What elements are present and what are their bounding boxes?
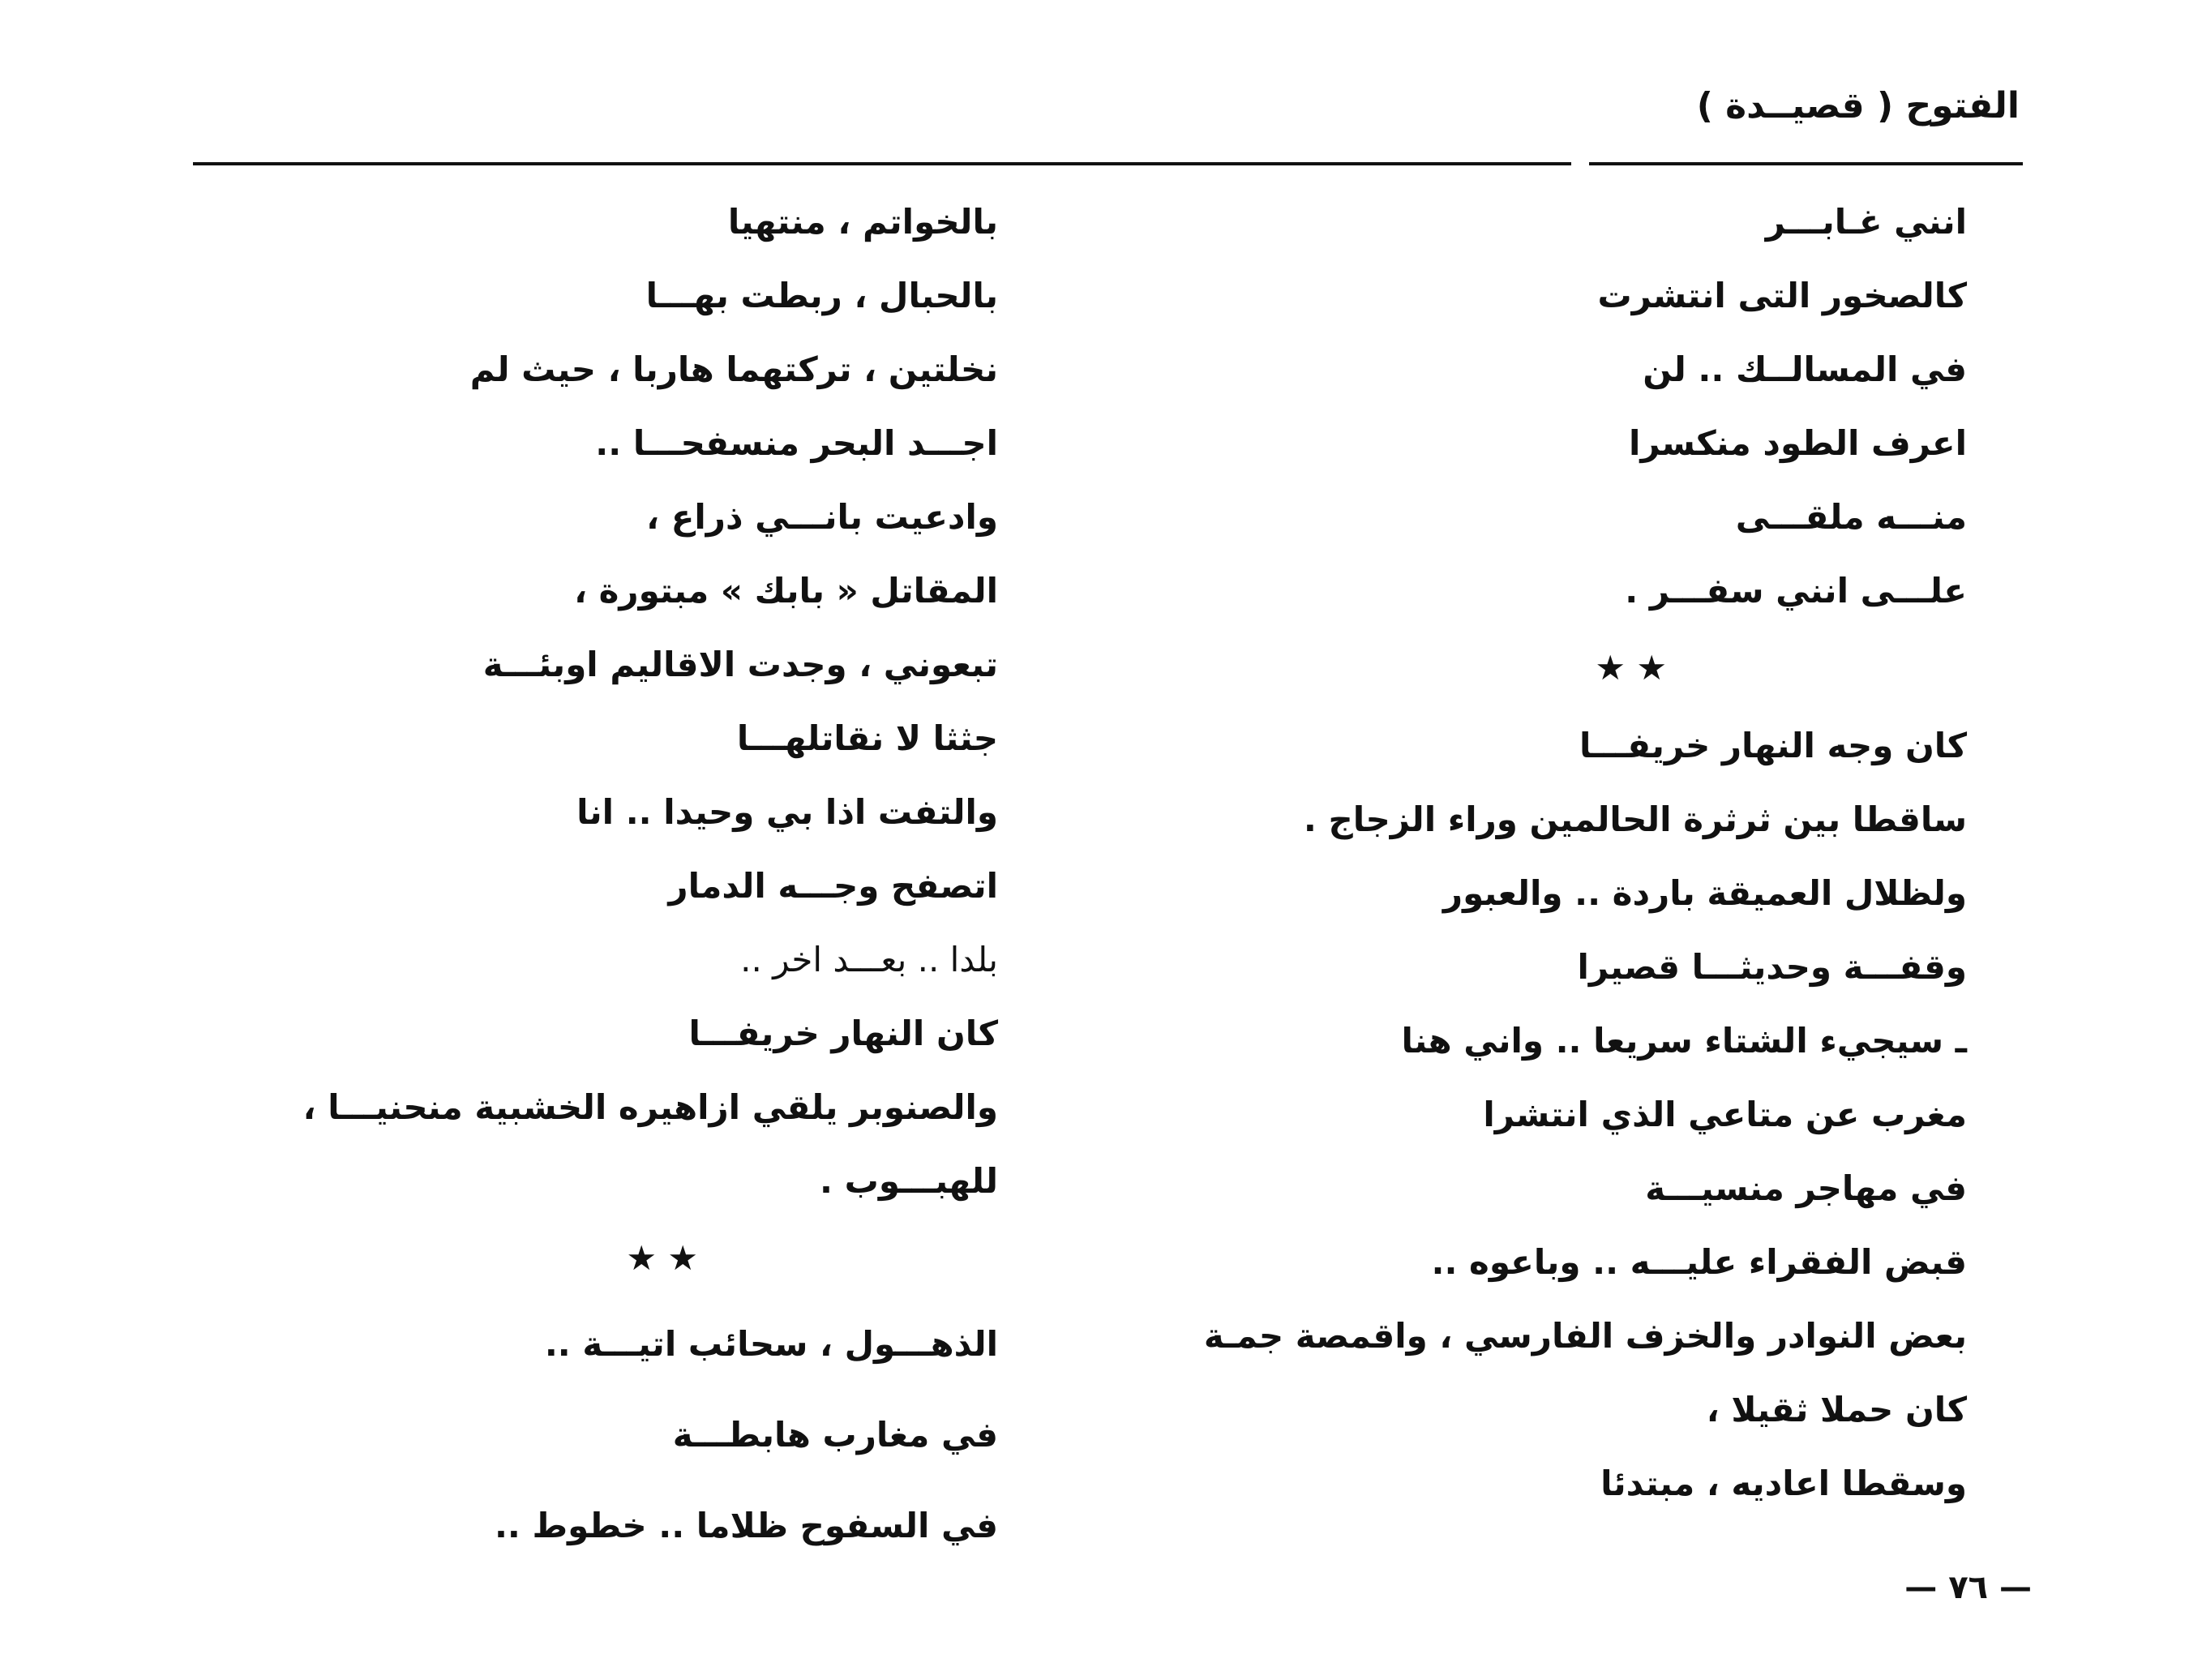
verse-line: قبض الفقراء عليـــه .. وباعوه .. (1431, 1242, 1967, 1282)
section-divider-stars: ★ ★ (626, 1238, 698, 1278)
verse-line: كان وجه النهار خريفـــا (1579, 726, 1967, 765)
header-rule-right (1589, 162, 2023, 165)
verse-line: تبعوني ، وجدت الاقاليم اوبئـــة (482, 645, 998, 684)
verse-line: بعض النوادر والخزف الفارسي ، واقمصة جمـة (1203, 1316, 1967, 1356)
verse-line: اعرف الطود منكسرا (1628, 423, 1967, 463)
section-divider-stars: ★ ★ (1595, 648, 1667, 688)
verse-line: والصنوبر يلقي ازاهيره الخشبية منحنيـــا ، (302, 1087, 998, 1127)
verse-line: وسقطا اعاديه ، مبتدئا (1600, 1464, 1967, 1503)
verse-line: في مغارب هابطـــة (672, 1415, 998, 1455)
verse-line: ساقطا بين ثرثرة الحالمين وراء الزجاج . (1303, 799, 1967, 839)
verse-line: جثثا لا نقاتلهـــا (736, 718, 998, 758)
verse-line: انني غـابـــر (1765, 202, 1967, 242)
verse-line: بالحبال ، ربطت بهـــا (645, 276, 998, 315)
verse-line: للهبـــوب . (820, 1161, 998, 1201)
page-number: — ٧٦ — (1904, 1569, 2032, 1606)
verse-line: الذهـــول ، سحائب اتيـــة .. (544, 1324, 998, 1364)
verse-line: مغرب عن متاعي الذي انتشرا (1483, 1095, 1967, 1134)
verse-line: اتصفح وجـــه الدمار (668, 866, 998, 906)
verse-line: منـــه ملقـــى (1735, 497, 1967, 537)
verse-line: بالخواتم ، منتهيا (727, 202, 998, 242)
verse-line: وقفـــة وحديثـــا قصيرا (1577, 947, 1967, 987)
verse-line: ـ سيجيء الشتاء سريعا .. واني هنا (1401, 1021, 1967, 1061)
verse-line: وادعيت بانـــي ذراع ، (646, 497, 998, 537)
verse-line: المقاتل « بابك » مبتورة ، (574, 571, 998, 611)
poem-column-left (106, 185, 998, 1571)
running-title: الفتوح ( قصيــدة ) (1696, 85, 2020, 126)
verse-line: في المسالــك .. لن (1643, 349, 1967, 389)
verse-line: كان النهار خريفـــا (688, 1014, 998, 1053)
verse-line: في السفوح ظلاما .. خطوط .. (494, 1506, 998, 1545)
verse-line: في مهاجر منسيـــة (1645, 1168, 1967, 1208)
verse-line: كالصخور التى انتشرت (1597, 276, 1967, 315)
verse-line: بلدا .. بعـــد اخر .. (740, 940, 998, 979)
verse-line: نخلتين ، تركتهما هاربا ، حيث لم (469, 349, 998, 389)
verse-line: والتفت اذا بي وحيدا .. انا (576, 792, 998, 832)
verse-line: علـــى انني سفـــر . (1625, 571, 1967, 611)
verse-line: ولظلال العميقة باردة .. والعبور (1442, 873, 1967, 913)
header-rule-left (193, 162, 1571, 165)
verse-line: اجـــد البحر منسفحـــا .. (595, 423, 998, 463)
poem-column-right (1010, 185, 1967, 1520)
verse-line: كان حملا ثقيلا ، (1706, 1390, 1967, 1429)
